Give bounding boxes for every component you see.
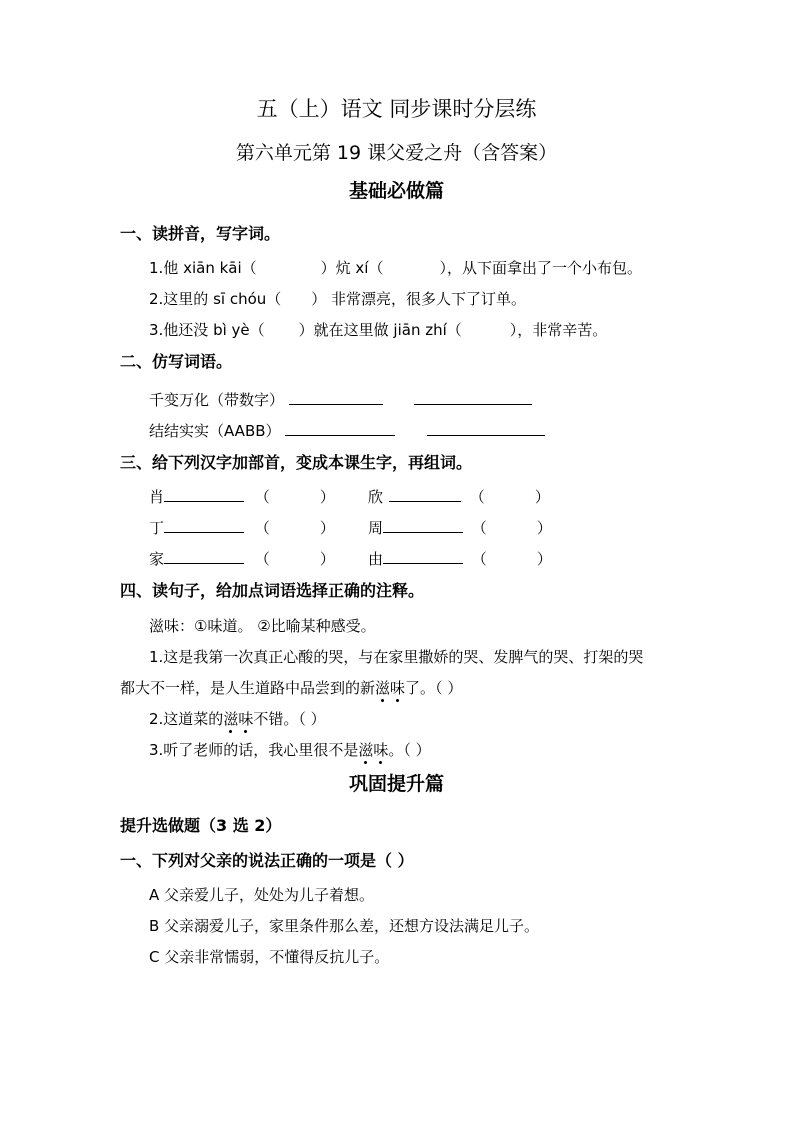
paren-open: （ xyxy=(254,519,270,537)
q2-item-1-blank-1[interactable] xyxy=(289,389,383,405)
dotted-char: 滋 xyxy=(223,710,239,728)
q3-heading: 三、给下列汉字加部首，变成本课生字，再组词。 xyxy=(120,453,473,472)
q1-item-3-part-b: ）就在这里做 jiān zhí（ xyxy=(298,321,462,339)
dotted-char: 味 xyxy=(373,741,389,759)
q1-item-3 xyxy=(149,321,607,339)
q3-item-5 xyxy=(149,548,335,568)
paren-open: （ xyxy=(254,488,270,506)
sentence-text: 2.这道菜的 xyxy=(149,710,224,728)
q3-blank[interactable] xyxy=(164,517,244,533)
q1-item-2-part-a: 2.这里的 sī chóu（ xyxy=(149,290,282,308)
q1-heading: 一、读拼音，写字词。 xyxy=(120,224,281,243)
paren-open: （ xyxy=(469,488,485,506)
q1-item-1 xyxy=(149,259,642,277)
sentence-text: 了。（ ） xyxy=(405,679,463,697)
q4-sentence-3 xyxy=(149,741,431,759)
q3-char: 家 xyxy=(149,550,165,568)
q1-item-1-part-a: 1.他 xiān kāi（ xyxy=(149,259,257,277)
paren-open: （ xyxy=(254,550,270,568)
q2-item-1 xyxy=(149,389,532,409)
paren-close: ） xyxy=(536,519,552,537)
page-title: 五（上）语文 同步课时分层练 xyxy=(256,97,537,121)
q2-heading: 二、仿写词语。 xyxy=(120,352,233,371)
q2-item-2-label: 结结实实（AABB） xyxy=(149,422,281,440)
dotted-char: 滋 xyxy=(358,741,374,759)
q3-item-4 xyxy=(368,517,552,537)
q4-sentence-1-line-1: 1.这是我第一次真正心酸的哭，与在家里撒娇的哭、发脾气的哭、打架的哭 xyxy=(149,648,644,666)
q1-item-2 xyxy=(149,290,526,308)
q2-item-2 xyxy=(149,420,545,440)
dotted-char: 味 xyxy=(390,679,406,697)
q3-item-6 xyxy=(368,548,552,568)
q2-item-1-blank-2[interactable] xyxy=(414,389,532,405)
q3-char: 由 xyxy=(368,550,384,568)
q3-blank[interactable] xyxy=(164,486,244,502)
q1-item-1-part-c: ），从下面拿出了一个小布包。 xyxy=(439,259,642,277)
paren-close: ） xyxy=(319,550,335,568)
q3-char: 周 xyxy=(368,519,384,537)
q3-item-2 xyxy=(368,486,550,506)
paren-close: ） xyxy=(319,519,335,537)
q3-char: 丁 xyxy=(149,519,165,537)
paren-close: ） xyxy=(534,488,550,506)
q5-heading: 一、下列对父亲的说法正确的一项是（ ） xyxy=(120,851,414,870)
q4-sentence-1-line-2 xyxy=(120,679,462,697)
q1-item-3-part-c: ），非常辛苦。 xyxy=(509,321,608,339)
q5-option-c: C 父亲非常懦弱，不懂得反抗儿子。 xyxy=(149,948,390,966)
sentence-text: 都大不一样，是人生道路中品尝到的新 xyxy=(120,679,376,697)
q3-char: 欣 xyxy=(368,488,384,506)
lesson-subtitle: 第六单元第 19 课父爱之舟（含答案） xyxy=(235,142,558,164)
q2-item-2-blank-1[interactable] xyxy=(285,420,395,436)
q3-blank[interactable] xyxy=(383,517,463,533)
paren-open: （ xyxy=(471,550,487,568)
dotted-char: 滋 xyxy=(375,679,391,697)
q2-item-1-label: 千变万化（带数字） xyxy=(149,391,285,409)
dotted-char: 味 xyxy=(238,710,254,728)
advanced-subheading: 提升选做题（3 选 2） xyxy=(120,816,282,835)
q1-item-2-part-b: ） 非常漂亮，很多人下了订单。 xyxy=(311,290,527,308)
paren-close: ） xyxy=(536,550,552,568)
q3-char: 肖 xyxy=(149,488,165,506)
q5-option-b: B 父亲溺爱儿子，家里条件那么差，还想方设法满足儿子。 xyxy=(149,917,540,935)
section-advanced-heading: 巩固提升篇 xyxy=(348,773,444,795)
sentence-text: 不错。（ ） xyxy=(253,710,326,728)
sentence-text: 。（ ） xyxy=(388,741,431,759)
paren-close: ） xyxy=(319,488,335,506)
q1-item-1-part-b: ）炕 xí（ xyxy=(320,259,384,277)
q4-heading: 四、读句子，给加点词语选择正确的注释。 xyxy=(120,581,425,600)
q5-option-a: A 父亲爱儿子，处处为儿子着想。 xyxy=(149,886,375,904)
q3-blank[interactable] xyxy=(389,486,461,502)
section-basic-heading: 基础必做篇 xyxy=(348,180,444,202)
q3-item-3 xyxy=(149,517,335,537)
q2-item-2-blank-2[interactable] xyxy=(427,420,545,436)
q4-sentence-2 xyxy=(149,710,326,728)
q1-item-3-part-a: 3.他还没 bì yè（ xyxy=(149,321,265,339)
q3-item-1 xyxy=(149,486,335,506)
q3-blank[interactable] xyxy=(164,548,244,564)
sentence-text: 3.听了老师的话，我心里很不是 xyxy=(149,741,359,759)
q4-definition: 滋味：①味道。 ②比喻某种感受。 xyxy=(149,617,376,635)
paren-open: （ xyxy=(471,519,487,537)
q3-blank[interactable] xyxy=(383,548,463,564)
